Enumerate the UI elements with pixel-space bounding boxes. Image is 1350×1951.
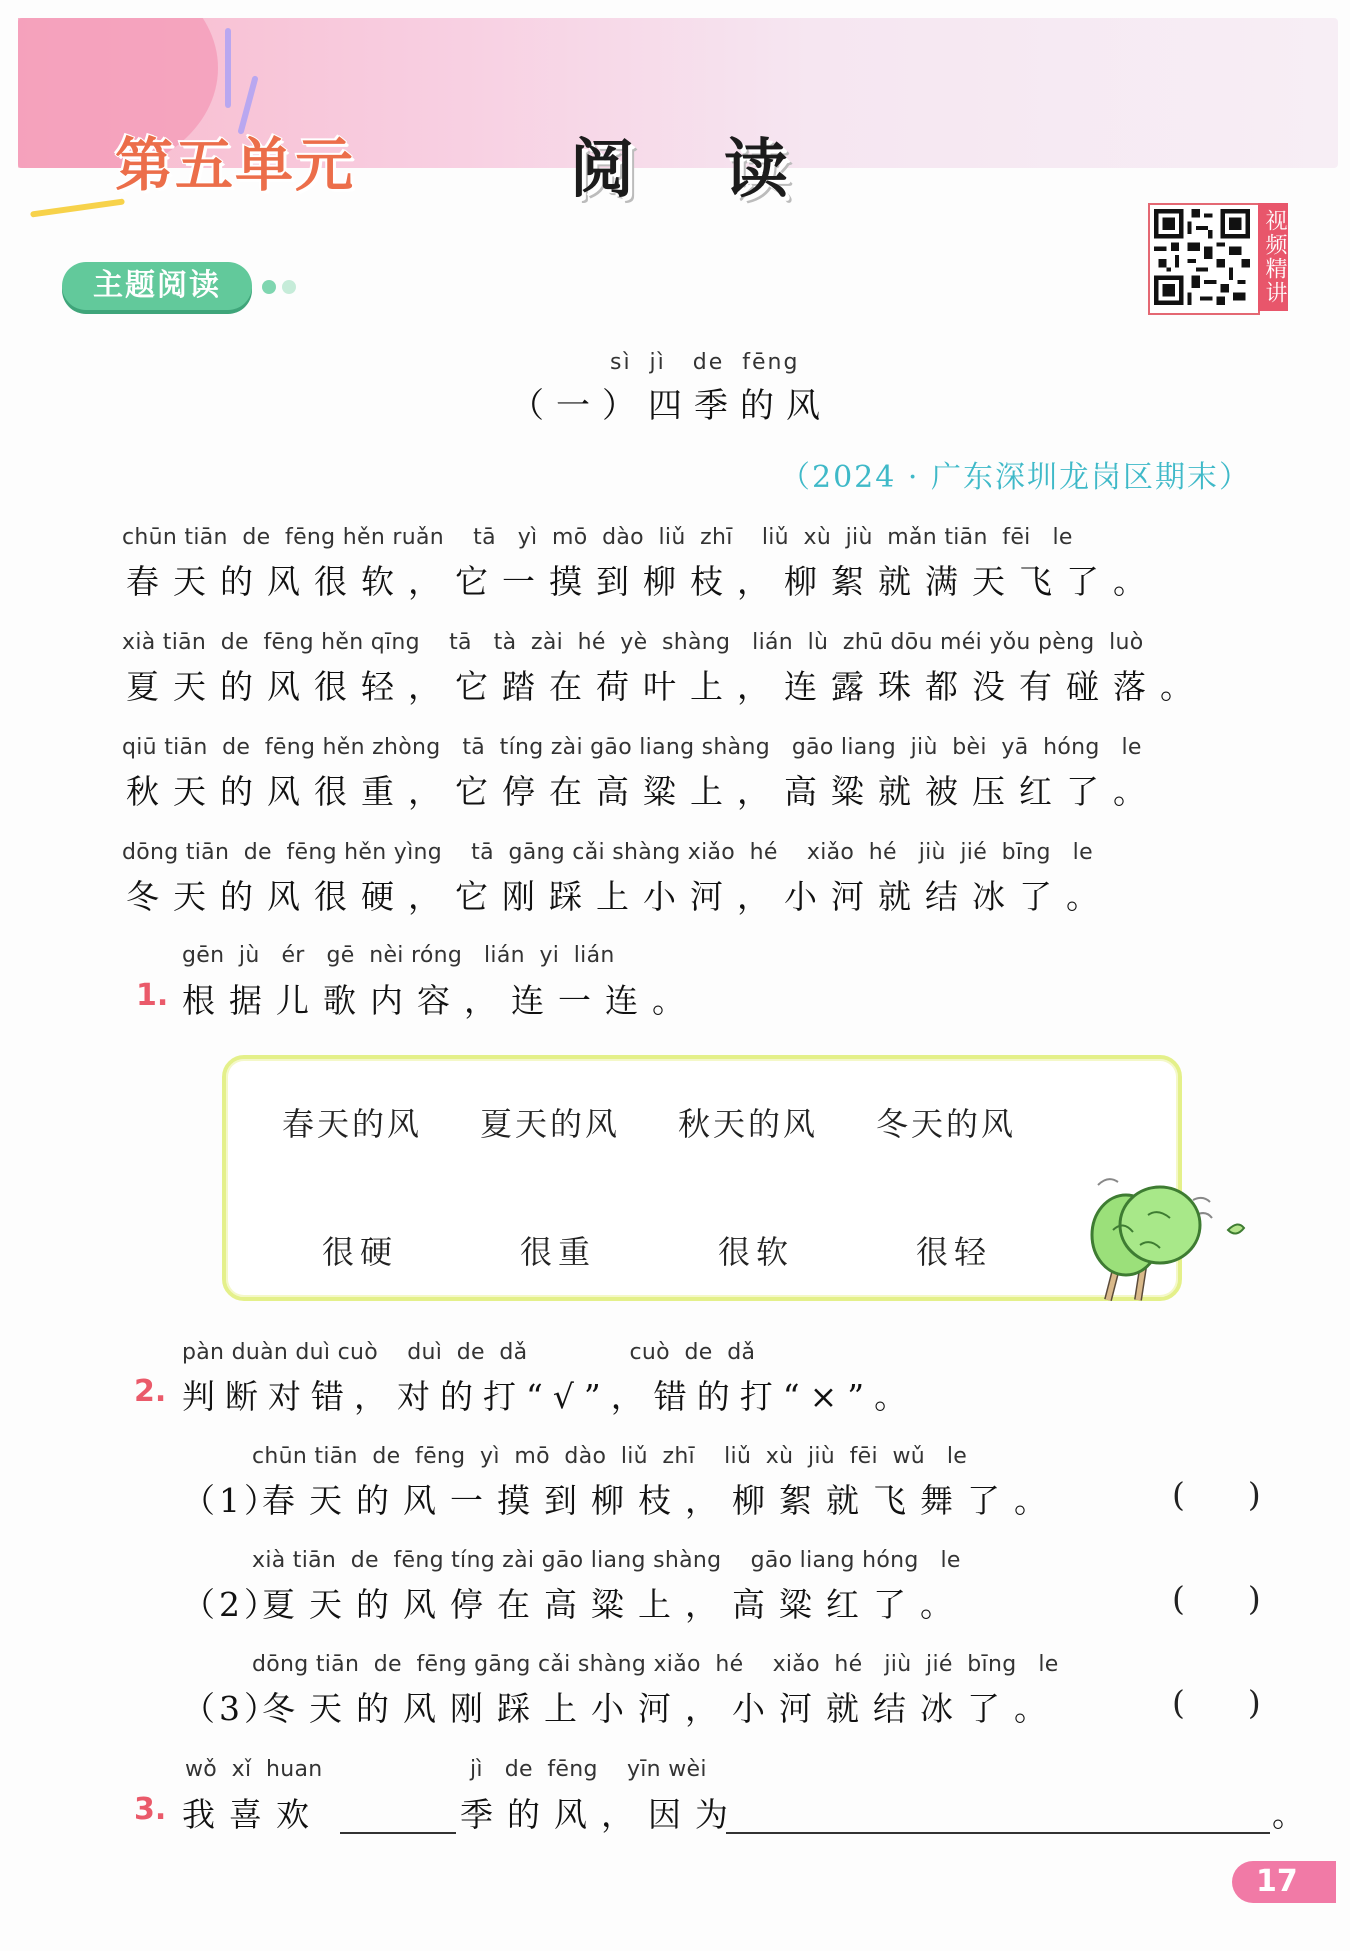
q3-text-a: 我喜欢 (182, 1795, 323, 1834)
q2-item-2-text: 夏天的风停在高粱上，高粱红了。 (262, 1585, 967, 1624)
poem-title: （一）四季的风 (510, 386, 832, 426)
match-item-spring-wind[interactable]: 春天的风 (282, 1105, 423, 1143)
decorative-dots (262, 279, 302, 298)
q1-prompt: 根据儿歌内容，连一连。 (182, 981, 699, 1020)
windy-tree-illustration (1078, 1160, 1258, 1310)
poem-line-1: 春天的风很软，它一摸到柳枝，柳絮就满天飞了。 (126, 562, 1160, 601)
match-item-autumn-wind[interactable]: 秋天的风 (678, 1105, 819, 1143)
match-item-very-light[interactable]: 很轻 (916, 1233, 993, 1271)
q2-item-2-label: （2） (182, 1585, 281, 1624)
match-item-very-heavy[interactable]: 很重 (520, 1233, 597, 1271)
q2-item-3-answer-blank[interactable]: ( ) (1172, 1683, 1261, 1722)
decorative-stroke (30, 198, 125, 217)
match-item-summer-wind[interactable]: 夏天的风 (480, 1105, 621, 1143)
poem-line-1-pinyin: chūn tiān de fēng hěn ruǎn tā yì mō dào liǔ zhī liǔ xù jiù mǎn tiān fēi le (122, 525, 1073, 550)
q2-item-3-text: 冬天的风刚踩上小河，小河就结冰了。 (262, 1689, 1061, 1728)
qr-code-icon[interactable] (1148, 203, 1260, 315)
match-item-winter-wind[interactable]: 冬天的风 (876, 1105, 1017, 1143)
q2-item-1-pinyin: chūn tiān de fēng yì mō dào liǔ zhī liǔ xù jiù fēi wǔ le (252, 1444, 968, 1469)
q2-item-1-answer-blank[interactable]: ( ) (1172, 1475, 1261, 1514)
poem-title-pinyin: sì jì de fēng (610, 350, 800, 375)
matching-box (222, 1055, 1182, 1301)
q3-text-end: 。 (1272, 1795, 1319, 1834)
match-item-very-hard[interactable]: 很硬 (322, 1233, 399, 1271)
poem-line-3: 秋天的风很重，它停在高粱上，高粱就被压红了。 (126, 772, 1160, 811)
page-number: 17 (1232, 1861, 1336, 1903)
q2-item-2-pinyin: xià tiān de fēng tíng zài gāo liang shàng gāo liang hóng le (252, 1548, 961, 1573)
exam-source: （2024 · 广东深圳龙岗区期末） (780, 460, 1251, 495)
q1-pinyin: gēn jù ér gē nèi róng lián yi lián (182, 943, 615, 968)
q2-pinyin: pàn duàn duì cuò duì de dǎ cuò de dǎ (182, 1340, 756, 1365)
q2-item-3-label: （3） (182, 1689, 281, 1728)
q2-prompt: 判断对错，对的打“√”，错的打“×”。 (182, 1377, 918, 1416)
q2-item-1-text: 春天的风一摸到柳枝，柳絮就飞舞了。 (262, 1481, 1061, 1520)
poem-line-2: 夏天的风很轻，它踏在荷叶上，连露珠都没有碰落。 (126, 667, 1207, 706)
section-title: 阅读 (570, 133, 878, 207)
poem-line-4: 冬天的风很硬，它刚踩上小河，小河就结冰了。 (126, 877, 1113, 916)
q2-item-2-answer-blank[interactable]: ( ) (1172, 1579, 1261, 1618)
q3-pinyin-b: jì de fēng yīn wèi (470, 1757, 707, 1782)
theme-reading-badge: 主题阅读 (62, 262, 252, 310)
q1-number: 1. (136, 978, 169, 1013)
unit-title: 第五单元 (115, 131, 356, 199)
video-lecture-label: 视频精讲 (1258, 203, 1288, 311)
poem-line-3-pinyin: qiū tiān de fēng hěn zhòng tā tíng zài gāo liang shàng gāo liang jiù bèi yā hóng le (122, 735, 1142, 760)
decorative-stroke (225, 28, 231, 108)
match-item-very-soft[interactable]: 很软 (718, 1233, 795, 1271)
q2-item-1-label: （1） (182, 1481, 281, 1520)
q2-item-3-pinyin: dōng tiān de fēng gāng cǎi shàng xiǎo hé xiǎo hé jiù jié bīng le (252, 1652, 1059, 1677)
poem-line-4-pinyin: dōng tiān de fēng hěn yìng tā gāng cǎi shàng xiǎo hé xiǎo hé jiù jié bīng le (122, 840, 1093, 865)
q3-reason-blank[interactable] (726, 1830, 1270, 1834)
poem-line-2-pinyin: xià tiān de fēng hěn qīng tā tà zài hé yè shàng lián lù zhū dōu méi yǒu pèng luò (122, 630, 1144, 655)
q3-text-b: 季的风，因为 (460, 1795, 742, 1834)
q3-number: 3. (134, 1792, 167, 1827)
q3-pinyin-a: wǒ xǐ huan (185, 1757, 323, 1782)
q3-season-blank[interactable] (340, 1830, 456, 1834)
q2-number: 2. (134, 1374, 167, 1409)
